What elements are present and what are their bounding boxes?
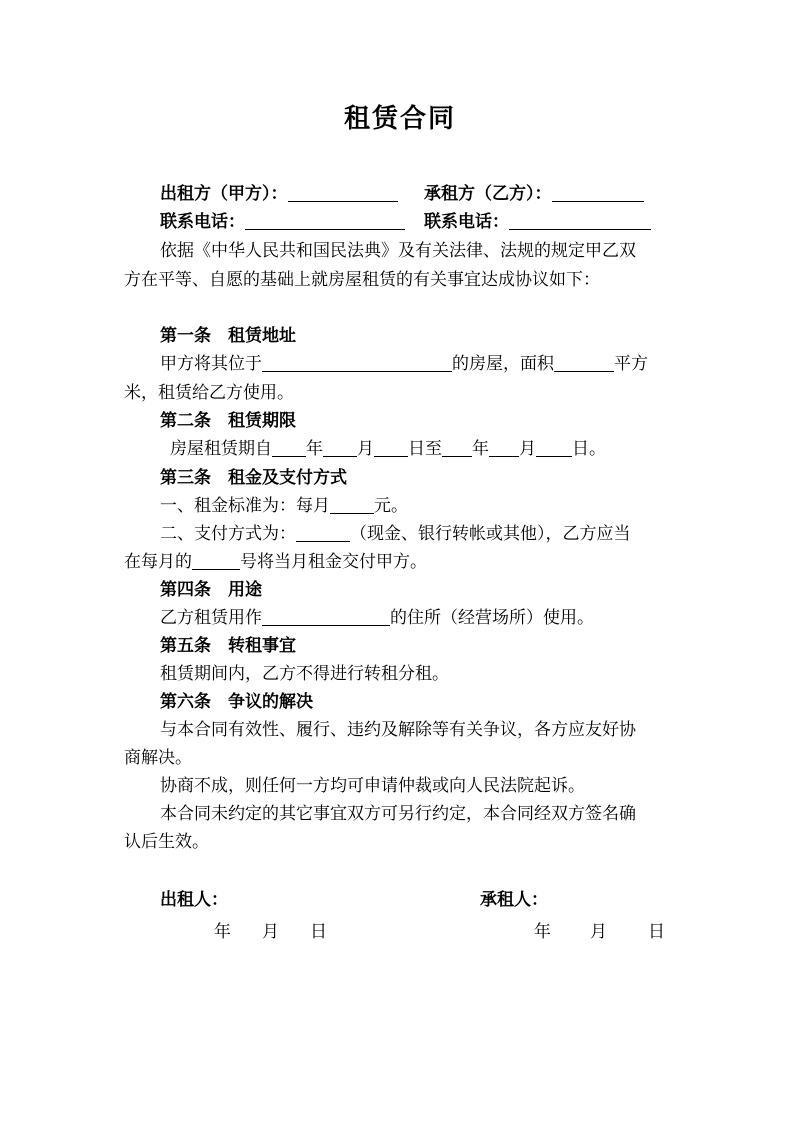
article-1-text-a: 甲方将其位于	[160, 354, 262, 374]
usage-text: 乙方租赁用作	[160, 608, 262, 628]
article-6-line-3: 协商不成，则任何一方均可申请仲裁或向人民法院起诉。	[160, 776, 585, 796]
article-2-text: 房屋租赁期自	[170, 439, 272, 459]
area-blank[interactable]	[554, 353, 614, 372]
lessor-day: 日	[310, 922, 327, 942]
year-label: 年	[306, 439, 323, 459]
document-title: 租赁合同	[343, 104, 456, 134]
payment-line-2	[124, 548, 427, 576]
year-label-2: 年	[472, 439, 489, 459]
address-blank[interactable]	[262, 353, 452, 372]
rent-amount-blank[interactable]	[330, 495, 374, 514]
lessee-year: 年	[534, 922, 551, 942]
article-1-line-1	[160, 350, 648, 378]
payment-day-tail: 号将当月租金交付甲方。	[240, 552, 427, 572]
start-year-blank[interactable]	[272, 438, 306, 457]
lessor-year: 年	[214, 922, 231, 942]
lessee-phone-label: 联系电话：	[424, 212, 509, 232]
lessor-phone-blank[interactable]	[245, 211, 405, 230]
lessee-label: 承租方（乙方）：	[424, 184, 552, 204]
lessee-name-blank[interactable]	[552, 183, 644, 202]
lessee-phone-row	[424, 208, 651, 236]
article-6-heading: 第六条 争议的解决	[160, 692, 313, 712]
month-label: 月	[357, 439, 374, 459]
article-1-line-2: 米，租赁给乙方使用。	[124, 383, 294, 403]
lessee-month: 月	[590, 922, 607, 942]
lessor-signature-label: 出租人：	[160, 890, 228, 910]
payment-method-options: （现金、银行转帐或其他），乙方应当	[350, 524, 631, 544]
lessee-row	[424, 180, 644, 208]
month-label-2: 月	[519, 439, 536, 459]
start-day-blank[interactable]	[374, 438, 408, 457]
article-1-text-b: 的房屋，面积	[452, 354, 554, 374]
end-month-blank[interactable]	[489, 438, 519, 457]
article-1-text-c: 平方	[614, 354, 648, 374]
article-5-text: 租赁期间内，乙方不得进行转租分租。	[160, 664, 449, 684]
end-day-blank[interactable]	[536, 438, 572, 457]
lessor-label: 出租方（甲方）：	[160, 184, 288, 204]
payment-method-blank[interactable]	[296, 523, 350, 542]
rent-standard-text: 一、租金标准为：每月	[160, 496, 330, 516]
payment-day-blank[interactable]	[192, 551, 240, 570]
lessee-day: 日	[648, 922, 665, 942]
article-6-line-4: 本合同未约定的其它事宜双方可另行约定，本合同经双方签名确	[160, 804, 636, 824]
article-6-line-5: 认后生效。	[124, 832, 209, 852]
lessee-signature-label: 承租人：	[480, 890, 548, 910]
article-2-line	[170, 435, 606, 463]
day-label-2: 日。	[572, 439, 606, 459]
article-6-line-1: 与本合同有效性、履行、违约及解除等有关争议，各方应友好协	[160, 720, 636, 740]
payment-day-text: 在每月的	[124, 552, 192, 572]
lessor-row	[160, 180, 398, 208]
article-3-heading: 第三条 租金及支付方式	[160, 468, 347, 488]
end-year-blank[interactable]	[442, 438, 472, 457]
day-to-label: 日至	[408, 439, 442, 459]
article-5-heading: 第五条 转租事宜	[160, 636, 296, 656]
lessor-month: 月	[262, 922, 279, 942]
rent-standard-line	[160, 492, 408, 520]
intro-line-2: 方在平等、自愿的基础上就房屋租赁的有关事宜达成协议如下：	[124, 270, 600, 290]
article-1-heading: 第一条 租赁地址	[160, 326, 296, 346]
payment-line-1	[160, 520, 631, 548]
intro-line-1: 依据《中华人民共和国民法典》及有关法律、法规的规定甲乙双	[160, 241, 636, 261]
usage-blank[interactable]	[262, 607, 390, 626]
usage-tail: 的住所（经营场所）使用。	[390, 608, 594, 628]
lessee-phone-blank[interactable]	[509, 211, 651, 230]
lessor-name-blank[interactable]	[288, 183, 398, 202]
rent-unit: 元。	[374, 496, 408, 516]
article-4-line	[160, 604, 594, 632]
lessor-phone-label: 联系电话：	[160, 212, 245, 232]
article-4-heading: 第四条 用途	[160, 580, 262, 600]
article-6-line-2: 商解决。	[124, 748, 192, 768]
start-month-blank[interactable]	[323, 438, 357, 457]
article-2-heading: 第二条 租赁期限	[160, 411, 296, 431]
payment-method-text: 二、支付方式为：	[160, 524, 296, 544]
lessor-phone-row	[160, 208, 405, 236]
